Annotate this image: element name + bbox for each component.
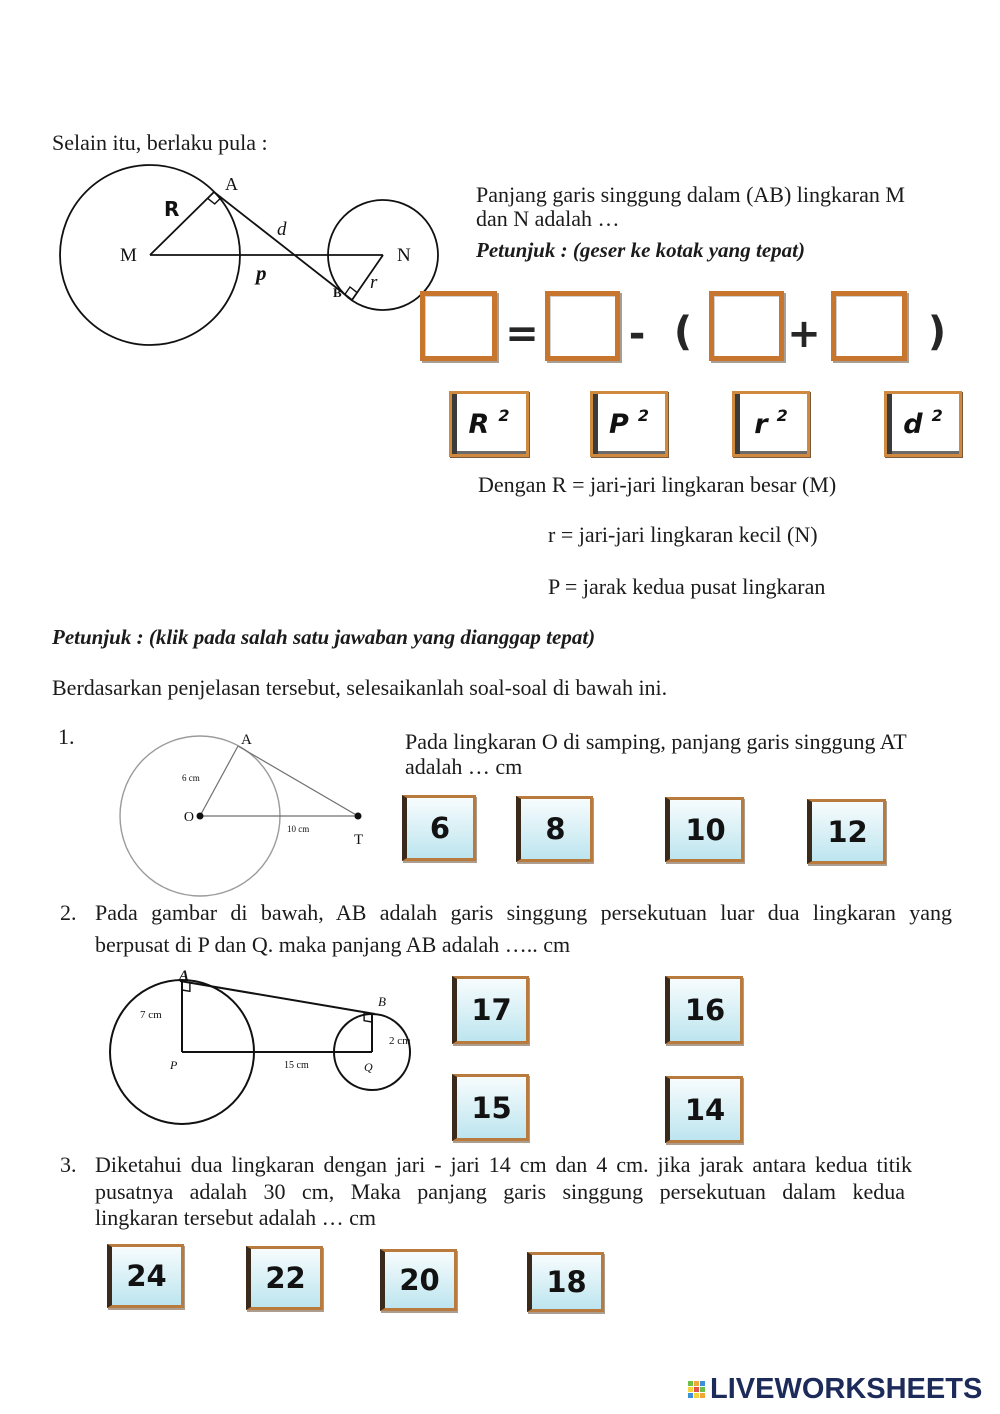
drag-card-small-r-squared[interactable] [732, 391, 810, 457]
plus-sign: + [787, 311, 821, 357]
q3-text-line-1: Diketahui dua lingkaran dengan jari - jari 14 cm dan 4 cm. jika jarak antara kedua titik [95, 1152, 912, 1177]
segment-at [238, 746, 358, 816]
drag-card-r-squared[interactable] [449, 391, 529, 457]
intro-text: Selain itu, berlaku pula : [52, 130, 268, 155]
tangent-ab [180, 981, 375, 1014]
q1-text-line-1: Pada lingkaran O di samping, panjang garis singgung AT [405, 729, 907, 754]
definition-p: P = jarak kedua pusat lingkaran [548, 574, 826, 599]
q1-number: 1. [58, 724, 75, 749]
label-m: M [120, 245, 137, 266]
card-exponent: 2 [776, 405, 788, 425]
q2-answer-option[interactable]: 16 [665, 976, 743, 1044]
q2-answer-option[interactable]: 15 [452, 1074, 529, 1141]
card-base: P [609, 408, 629, 440]
q3-text-line-2: pusatnya adalah 30 cm, Maka panjang garis singgung persekutuan dalam kedua [95, 1179, 905, 1204]
q2-text-line-2: berpusat di P dan Q. maka panjang AB adalah ….. cm [95, 932, 571, 957]
label-t: T [354, 832, 364, 848]
q3-text-line-3: lingkaran tersebut adalah … cm [95, 1205, 377, 1230]
q2-answer-option[interactable]: 17 [452, 976, 529, 1044]
card-exponent: 2 [498, 405, 510, 425]
logo-text: LIVEWORKSHEETS [710, 1373, 983, 1405]
liveworksheets-logo[interactable] [688, 1373, 982, 1405]
label-q: Q [364, 1060, 373, 1074]
q3-answer-option[interactable]: 24 [107, 1244, 184, 1308]
close-paren: ) [927, 309, 947, 355]
drop-box-3[interactable] [709, 291, 784, 361]
label-r-big: R [164, 197, 180, 221]
label-d: d [277, 219, 287, 240]
radius-nb [352, 255, 383, 300]
label-oa-length: 6 cm [182, 773, 200, 783]
label-a: A [178, 968, 190, 984]
instruction-text: Berdasarkan penjelasan tersebut, selesaikanlah soal-soal di bawah ini. [52, 675, 668, 700]
drag-question-line-2: dan N adalah … [476, 206, 620, 231]
label-a: A [225, 174, 238, 194]
q2-text-line-1: Pada gambar di bawah, AB adalah garis singgung persekutuan luar dua lingkaran yang [95, 900, 952, 925]
diagram-internal-tangent [50, 160, 450, 355]
card-base: r [754, 408, 768, 440]
drop-box-4[interactable] [831, 291, 907, 361]
label-a: A [241, 732, 252, 748]
label-o: O [183, 810, 194, 825]
drag-question-line-1: Panjang garis singgung dalam (AB) lingkaran M [476, 182, 905, 207]
radius-ma [150, 192, 214, 255]
label-p: P [170, 1058, 178, 1072]
label-b: B [333, 285, 342, 300]
liveworksheets-grid-icon [688, 1381, 705, 1398]
label-b: B [378, 994, 386, 1009]
label-pq-length: 15 cm [284, 1060, 309, 1071]
drop-box-1[interactable] [420, 291, 497, 361]
minus-sign: - [628, 311, 646, 357]
point-o [197, 813, 204, 820]
drag-card-p-squared[interactable] [590, 391, 668, 457]
card-exponent: 2 [931, 405, 943, 425]
card-base: d [903, 408, 923, 440]
definition-r-big: Dengan R = jari-jari lingkaran besar (M) [478, 472, 837, 497]
q1-text-line-2: adalah … cm [405, 754, 523, 779]
q3-number: 3. [60, 1152, 77, 1177]
q2-answer-option[interactable]: 14 [665, 1076, 743, 1143]
label-p: p [256, 261, 267, 285]
right-angle-mark-b [345, 287, 357, 294]
card-base: R [468, 408, 490, 440]
point-t [355, 813, 362, 820]
definition-r-small: r = jari-jari lingkaran kecil (N) [548, 522, 818, 547]
q1-answer-option[interactable]: 8 [516, 796, 593, 862]
label-qb-length: 2 cm [389, 1035, 411, 1047]
q3-answer-option[interactable]: 18 [527, 1252, 604, 1312]
q3-answer-option[interactable]: 20 [380, 1249, 457, 1311]
q2-number: 2. [60, 900, 77, 925]
drag-hint: Petunjuk : (geser ke kotak yang tepat) [476, 238, 805, 262]
segment-oa [200, 746, 238, 816]
q2-diagram-external-tangent [100, 968, 430, 1133]
right-angle-mark-a [182, 983, 190, 991]
click-hint: Petunjuk : (klik pada salah satu jawaban yang dianggap tepat) [52, 625, 596, 649]
label-ot-length: 10 cm [287, 824, 310, 834]
q1-diagram-circle-tangent [110, 725, 380, 905]
label-pa-length: 7 cm [140, 1009, 162, 1021]
equals-sign: = [505, 311, 539, 357]
q1-answer-option[interactable]: 6 [402, 795, 476, 861]
card-exponent: 2 [637, 405, 649, 425]
label-n: N [397, 245, 411, 266]
open-paren: ( [673, 309, 693, 355]
q1-answer-option[interactable]: 12 [807, 799, 886, 864]
drag-card-d-squared[interactable] [884, 391, 962, 457]
q3-answer-option[interactable]: 22 [246, 1246, 323, 1310]
drop-box-2[interactable] [545, 291, 620, 361]
q1-answer-option[interactable]: 10 [665, 797, 744, 862]
label-r-small: r [370, 272, 378, 293]
